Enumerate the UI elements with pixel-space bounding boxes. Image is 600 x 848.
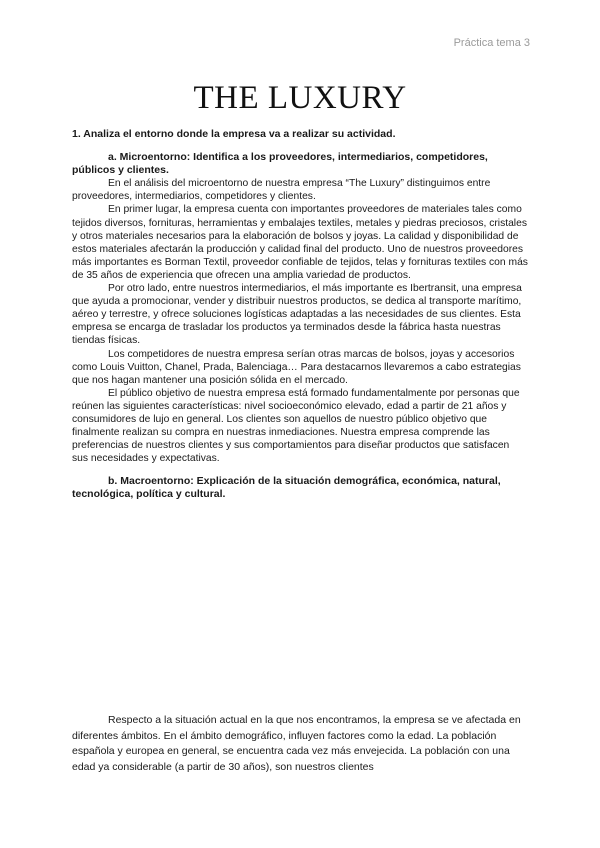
paragraph: En primer lugar, la empresa cuenta con importantes proveedores de materiales tales como tejidos diversos, fornituras, herramientas y embalajes textiles, metales y piedras preciosos, cristales y otros materiales necesarios para la elaboración de bolsos y joyas. La calidad y disponibilidad de estos materiales afectarán la producción y calidad final del producto. Uno de nuestros proveedores más importantes es Borman Textil, proveedor confiable de tejidos, telas y fornituras textiles con más de 35 años de experiencia que ofrecen una amplia variedad de productos. [72, 204, 528, 281]
macroentorno-heading: b. Macroentorno: Explicación de la situación demográfica, económica, natural, tecnológica, política y cultural. [72, 475, 501, 501]
document-body-continued [72, 713, 528, 775]
paragraph: Los competidores de nuestra empresa serían otras marcas de bolsos, joyas y accesorios como Louis Vuitton, Chanel, Prada, Balenciaga… Para destacarnos llevaremos a cabo estrategias que nos hagan mantener una posición sólida en el mercado. [72, 348, 521, 386]
document-body [72, 128, 528, 502]
question-heading: 1. Analiza el entorno donde la empresa va a realizar su actividad. [72, 128, 396, 140]
paragraph: Respecto a la situación actual en la que nos encontramos, la empresa se ve afectada en diferentes ámbitos. En el ámbito demográfico, influyen factores como la edad. La población española y europea en general, se encuentra cada vez más envejecida. La población con una edad ya considerable (a partir de 30 años), son nuestros clientes [72, 714, 521, 773]
microentorno-heading: a. Microentorno: Identifica a los proveedores, intermediarios, competidores, públicos y clientes. [72, 151, 488, 177]
paragraph: El público objetivo de nuestra empresa está formado fundamentalmente por personas que reúnen las siguientes características: nivel socioeconómico elevado, edad a partir de 21 años y consumidores de lujo en general. Los clientes son aquellos de nuestro público objetivo que finalmente realizan su compra en nuestras inmediaciones. Nuestra empresa comprende las preferencias de nuestros clientes y sus comportamientos para diseñar productos que satisfacen sus necesidades y expectativas. [72, 387, 520, 465]
paragraph: Por otro lado, entre nuestros intermediarios, el más importante es Ibertransit, una empresa que ayuda a promocionar, vender y distribuir nuestros productos, se dedica al transporte marítimo, aéreo y terrestre, y ofrece soluciones logísticas adaptadas a las necesidades de sus clientes. Esta empresa se encarga de trasladar los productos ya terminados desde la fábrica hasta nuestras tiendas físicas. [72, 283, 522, 347]
header-note: Práctica tema 3 [453, 37, 530, 49]
document-title: THE LUXURY [193, 80, 407, 116]
paragraph: En el análisis del microentorno de nuestra empresa “The Luxury” distinguimos entre proveedores, intermediarios, competidores y clientes. [72, 178, 491, 203]
